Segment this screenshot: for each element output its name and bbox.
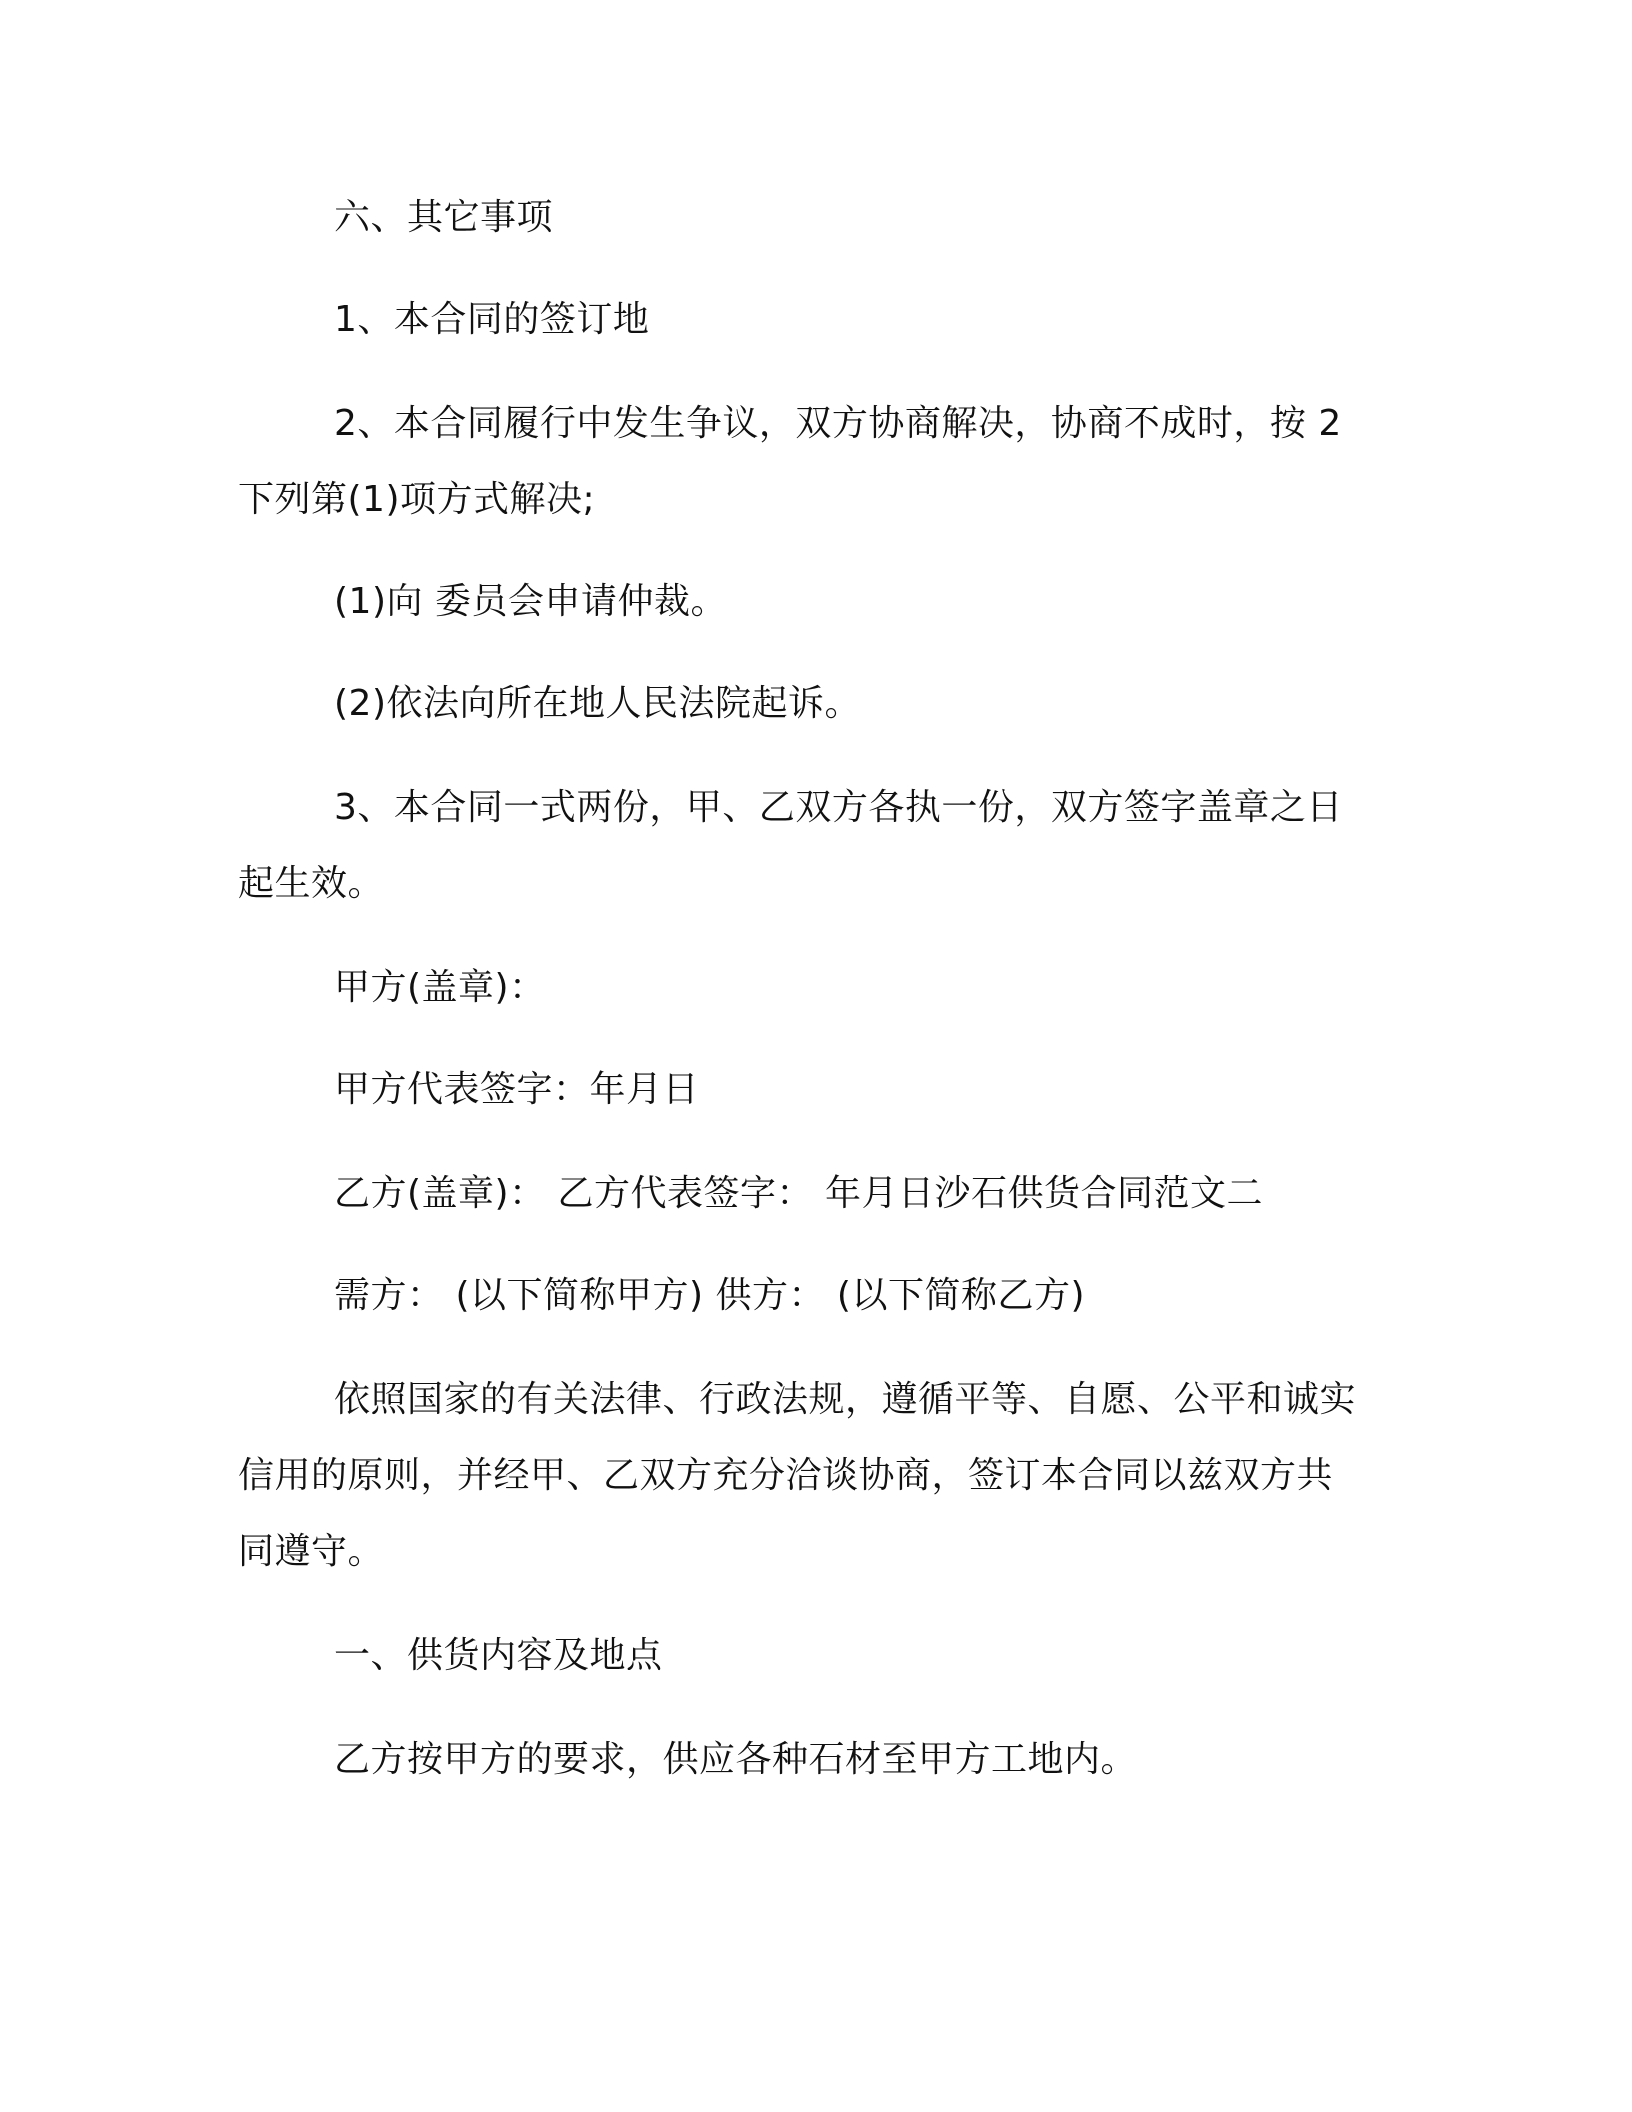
supply-content-text: 乙方按甲方的要求，供应各种石材至甲方工地内。 [334,1739,1138,1780]
party-a-seal: 甲方(盖章)： [334,967,546,1008]
clause-3-copies-line-2: 起生效。 [238,863,385,904]
option-2-court: (2)依法向所在地人民法院起诉。 [334,683,861,724]
preamble-line-2: 信用的原则，并经甲、乙双方充分洽谈协商，签订本合同以兹双方共 [238,1455,1334,1496]
clause-1-signing-place: 1、本合同的签订地 [334,299,650,340]
preamble-line-3: 同遵守。 [238,1531,385,1572]
section-heading-supply-content: 一、供货内容及地点 [334,1635,663,1676]
party-b-seal-and-signature: 乙方(盖章)： 乙方代表签字： 年月日沙石供货合同范文二 [334,1173,1263,1214]
preamble-line-1: 依照国家的有关法律、行政法规，遵循平等、自愿、公平和诚实 [334,1379,1357,1420]
buyer-supplier-line: 需方： (以下简称甲方) 供方： (以下简称乙方) [334,1275,1086,1316]
party-a-representative-signature: 甲方代表签字：年月日 [334,1069,700,1110]
clause-2-dispute-line-1: 2、本合同履行中发生争议，双方协商解决，协商不成时，按 2 [334,403,1342,444]
option-1-arbitration: (1)向 委员会申请仲裁。 [334,581,727,622]
clause-3-copies-line-1: 3、本合同一式两份，甲、乙双方各执一份，双方签字盖章之日 [334,787,1343,828]
section-heading-other-matters: 六、其它事项 [334,197,554,238]
clause-2-dispute-line-2: 下列第(1)项方式解决; [238,479,596,520]
